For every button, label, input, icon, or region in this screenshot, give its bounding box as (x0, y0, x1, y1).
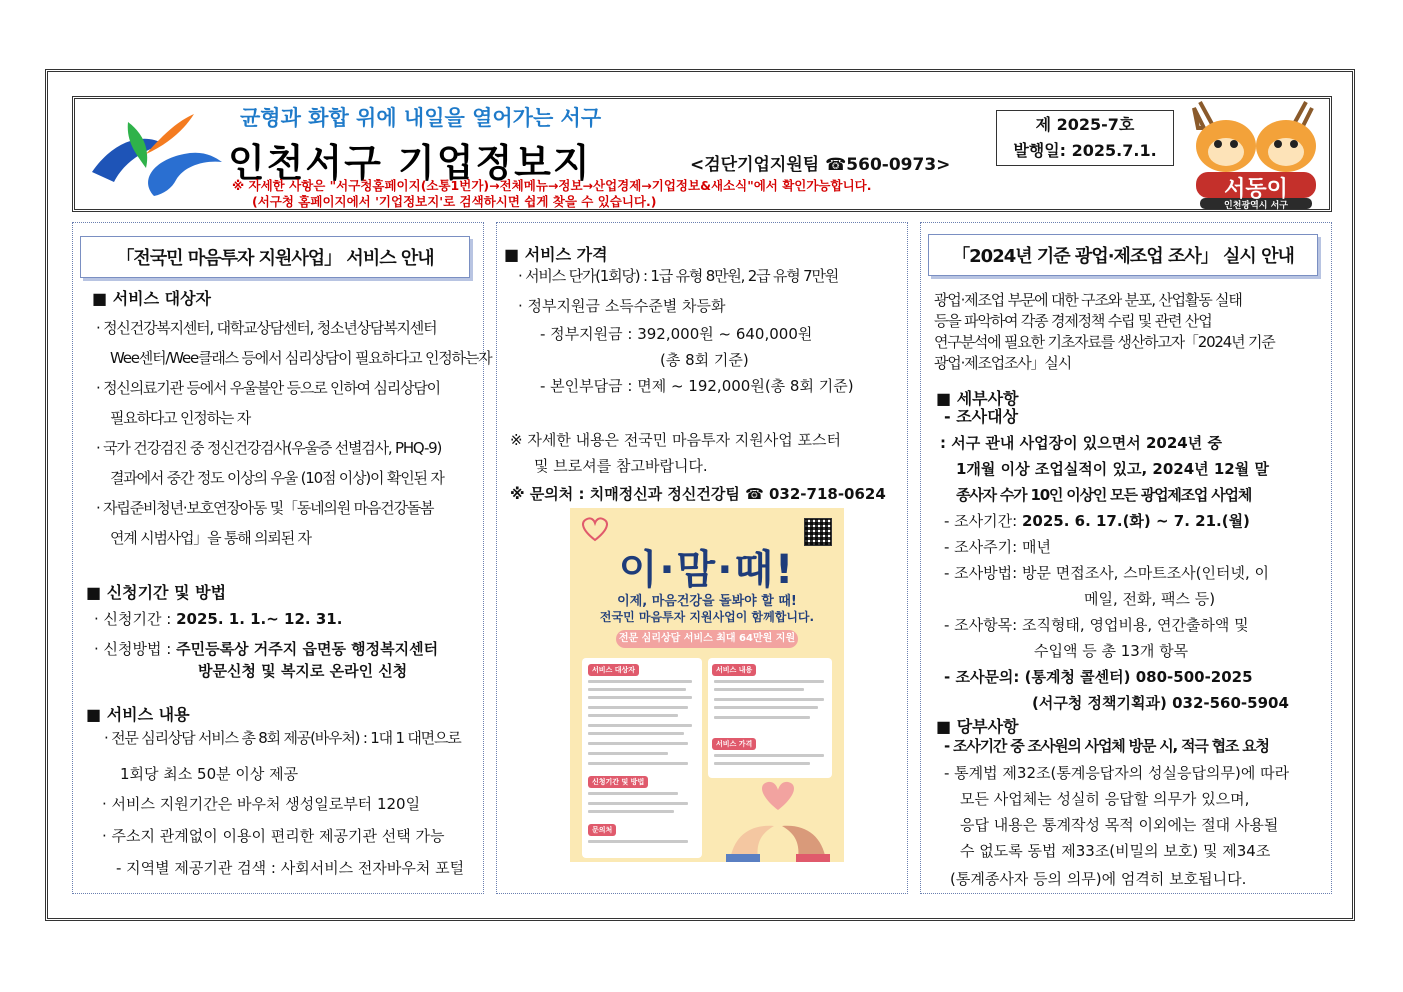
issue-number: 제 2025-7호 (1035, 115, 1135, 134)
apply-heading: ■ 신청기간 및 방법 (86, 583, 227, 602)
poster-text-line (588, 742, 688, 745)
target-line-2: Wee센터/Wee클래스 등에서 심리상담이 필요하다고 인정하는자 (110, 349, 492, 367)
content-line-4: · 주소지 관계없이 이용이 편리한 제공기관 선택 가능 (102, 827, 445, 845)
self-pay: - 본인부담금 : 면제 ~ 192,000원(총 8회 기준) (540, 377, 854, 395)
poster-text-line (588, 680, 692, 683)
apply-method-2: 방문신청 및 복지로 온라인 신청 (198, 662, 408, 680)
reference-line-2: 및 브로셔를 참고바랍니다. (534, 457, 708, 475)
homepage-note: ※ 자세한 사항은 "서구청홈페이지(소통1번가)→전체메뉴→정보→산업경제→기업정보&새소식"에서 확인가능합니다. (232, 178, 872, 193)
poster-tag-target: 서비스 대상자 (588, 664, 639, 676)
target-line-7: · 자립준비청년·보호연장아동 및「동네의원 마음건강돌봄 (96, 499, 434, 517)
intro-line-4: 광업·제조업조사」실시 (934, 354, 1071, 372)
content-line-3: · 서비스 지원기간은 바우처 생성일로부터 120일 (102, 795, 421, 813)
poster-line-2: 전국민 마음투자 지원사업이 함께합니다. (599, 610, 815, 624)
target-line-5: · 국가 건강검진 중 정신건강검사(우울증 선별검사, PHQ-9) (96, 439, 442, 457)
poster-text-line (588, 840, 688, 843)
poster-text-line (714, 698, 824, 701)
poster-tag-period: 신청기간 및 방법 (588, 776, 648, 788)
request-line-3: 응답 내용은 통계작성 목적 이외에는 절대 사용될 (960, 816, 1279, 834)
poster-text-line (588, 752, 668, 755)
apply-period: · 신청기간 : 2025. 1. 1.~ 12. 31. (94, 610, 343, 628)
survey-items-2: 수입액 등 총 13개 항목 (1034, 642, 1189, 660)
poster-text-line (588, 714, 678, 717)
apply-method: · 신청방법 : 주민등록상 거주지 읍면동 행정복지센터 (94, 640, 439, 658)
hands-heart-illustration (720, 780, 836, 864)
price-unit: · 서비스 단가(1회당) : 1급 유형 8만원, 2급 유형 7만원 (518, 267, 839, 285)
issue-box (996, 110, 1174, 166)
target-heading: ■ 서비스 대상자 (92, 289, 211, 308)
detail-heading: ■ 세부사항 (936, 389, 1019, 408)
poster-text-line (714, 716, 810, 719)
request-line-1: - 통계법 제32조(통계응답자의 성실응답의무)에 따라 (944, 764, 1290, 782)
section-title-mind-investment: 「전국민 마음투자 지원사업」 서비스 안내 (80, 236, 470, 278)
slogan: 균형과 화합 위에 내일을 열어가는 서구 (240, 106, 602, 130)
mind-investment-poster (570, 508, 844, 880)
poster-headline: 이·맘·때! (618, 547, 796, 593)
content-line-5: - 지역별 제공기관 검색 : 사회서비스 전자바우처 포털 (116, 859, 465, 877)
poster-tag-contact: 문의처 (588, 824, 616, 836)
seo-gu-logo (84, 110, 224, 200)
request-line-4: 수 없도록 동법 제33조(비밀의 보호) 및 제34조 (960, 842, 1271, 860)
poster-text-line (588, 792, 678, 795)
target-line-6: 결과에서 중간 정도 이상의 우울 (10점 이상)이 확인된 자 (110, 469, 444, 487)
request-bold: - 조사기간 중 조사원의 사업체 방문 시, 적극 협조 요청 (944, 737, 1269, 755)
page-title: 인천서구 기업정보지 (228, 141, 592, 185)
survey-target-heading: - 조사대상 (944, 407, 1019, 426)
poster-text-line (714, 680, 824, 683)
section-title-mining-survey: 「2024년 기준 광업·제조업 조사」 실시 안내 (928, 234, 1318, 276)
issue-date: 발행일: 2025.7.1. (1013, 141, 1157, 160)
poster-tag-price: 서비스 가격 (712, 738, 756, 750)
poster-text-line (588, 724, 692, 727)
poster-text-line (588, 802, 688, 805)
survey-inquiry-2: (서구청 정책기획과) 032-560-5904 (1032, 694, 1289, 712)
request-heading: ■ 당부사항 (936, 717, 1019, 736)
target-line-1: · 정신건강복지센터, 대학교상담센터, 청소년상담복지센터 (96, 319, 437, 337)
poster-text-line (588, 810, 674, 813)
mascot-subtitle: 인천광역시 서구 (1224, 201, 1288, 211)
content-line-2: 1회당 최소 50분 이상 제공 (120, 765, 299, 783)
poster-line-1: 이제, 마음건강을 돌봐야 할 때! (617, 594, 797, 609)
survey-method-1: - 조사방법: 방문 면접조사, 스마트조사(인터넷, 이 (944, 564, 1270, 582)
poster-text-line (714, 706, 818, 709)
request-line-2: 모든 사업체는 성실히 응답할 의무가 있으며, (960, 790, 1250, 808)
content-line-1: · 전문 심리상담 서비스 총 8회 제공(바우처) : 1대 1 대면으로 (104, 729, 461, 747)
target-line-3: · 정신의료기관 등에서 우울불안 등으로 인하여 심리상담이 (96, 379, 440, 397)
reference-line-1: ※ 자세한 내용은 전국민 마음투자 지원사업 포스터 (510, 431, 841, 449)
target-line-8: 연계 시범사업」을 통해 의뢰된 자 (110, 529, 311, 547)
price-diff: · 정부지원금 소득수준별 차등화 (518, 297, 726, 315)
survey-items-1: - 조사항목: 조직형태, 영업비용, 연간출하액 및 (944, 616, 1249, 634)
team-contact: <검단기업지원팀 ☎560-0973> (690, 155, 951, 175)
survey-target-3: 종사자 수가 10인 이상인 모든 광업제조업 사업체 (956, 486, 1252, 504)
survey-inquiry-1: - 조사문의: (통계청 콜센터) 080-500-2025 (944, 668, 1253, 686)
survey-target-1: : 서구 관내 사업장이 있으면서 2024년 중 (940, 434, 1222, 452)
poster-text-line (588, 696, 692, 699)
intro-line-1: 광업·제조업 부문에 대한 구조와 분포, 산업활동 실태 (934, 291, 1242, 309)
content-heading: ■ 서비스 내용 (86, 705, 190, 724)
survey-period: - 조사기간: 2025. 6. 17.(화) ~ 7. 21.(월) (944, 512, 1250, 530)
contact-line: ※ 문의처 : 치매정신과 정신건강팀 ☎ 032-718-0624 (510, 485, 886, 503)
target-line-4: 필요하다고 인정하는 자 (110, 409, 251, 427)
intro-line-3: 연구분석에 필요한 기초자료를 생산하고자「2024년 기준 (934, 333, 1275, 351)
survey-cycle: - 조사주기: 매년 (944, 538, 1051, 556)
poster-pill: 전문 심리상담 서비스 최대 64만원 지원 (616, 630, 798, 648)
poster-text-line (588, 688, 686, 691)
survey-method-2: 메일, 전화, 팩스 등) (1084, 590, 1216, 608)
gov-support: - 정부지원금 : 392,000원 ~ 640,000원 (540, 325, 813, 343)
poster-tag-content: 서비스 내용 (712, 664, 756, 676)
search-note: (서구청 홈페이지에서 '기업정보지'로 검색하시면 쉽게 찾을 수 있습니다.) (252, 194, 657, 209)
gov-support-note: (총 8회 기준) (660, 351, 749, 369)
poster-text-line (714, 762, 810, 765)
poster-text-line (588, 706, 688, 709)
survey-target-2: 1개월 이상 조업실적이 있고, 2024년 12월 말 (956, 460, 1269, 478)
request-line-5: (통계종사자 등의 의무)에 엄격히 보호됩니다. (950, 870, 1247, 888)
poster-text-line (714, 688, 804, 691)
poster-footer (570, 862, 844, 880)
price-heading: ■ 서비스 가격 (504, 245, 608, 264)
poster-text-line (714, 754, 824, 757)
intro-line-2: 등을 파악하여 각종 경제정책 수립 및 관련 산업 (934, 312, 1212, 330)
poster-text-line (588, 762, 688, 765)
poster-text-line (588, 732, 684, 735)
mascot-name: 서동이 (1224, 177, 1288, 202)
